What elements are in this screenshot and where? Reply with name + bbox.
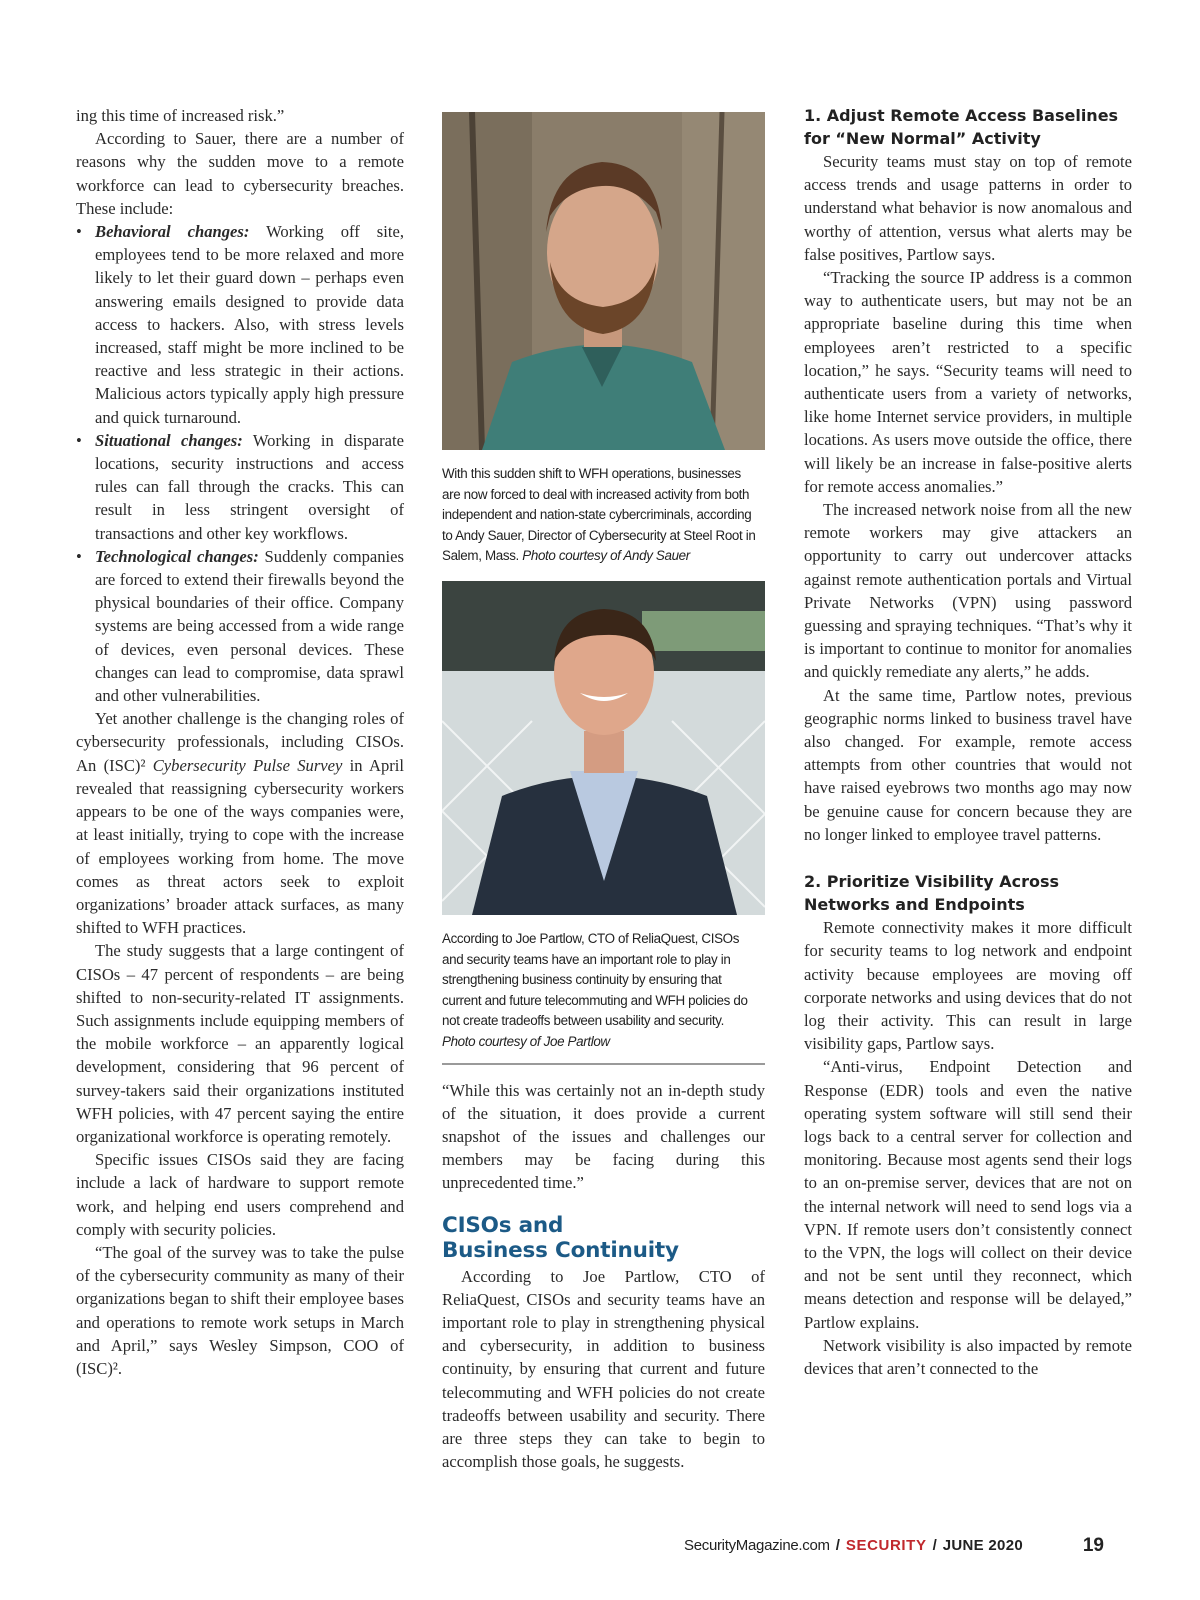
- paragraph: Remote connectivity makes it more difficult for security teams to log network and endpoint activity because employees are moving off corporate networks and using devices that do not log their activity. This can result in large visibility gaps, Partlow says.: [804, 918, 1132, 1054]
- footer-magazine-name: SECURITY: [845, 1537, 927, 1554]
- paragraph: The increased network noise from all the new remote workers may give attackers an opportunity to carry out undercover attacks against remote authentication portals and Virtual Private Networks (VPN) using password guessing and spraying techniques. “That’s why it is important to continue to monitor for anomalies and quickly remediate any alerts,” he adds.: [804, 500, 1132, 682]
- paragraph: “While this was certainly not an in-depth study of the situation, it does provide a current snapshot of the issues and challenges our members may be facing during this unprecedented time.”: [442, 1080, 765, 1193]
- photo-caption: [442, 464, 765, 567]
- footer-issue-date: JUNE 2020: [942, 1537, 1023, 1554]
- page-number: 19: [1082, 1535, 1104, 1556]
- portrait-illustration: [442, 581, 765, 915]
- section-heading: [442, 1213, 765, 1263]
- portrait-illustration: [442, 112, 765, 450]
- list-item-term: Behavioral changes:: [95, 222, 250, 242]
- portrait-photo-joe-partlow: [442, 581, 765, 915]
- paragraph: At the same time, Partlow notes, previous geographic norms linked to business travel have also changed. For example, remote access attempts from other countries that would not have raised eyebrows two months ago may now be genuine cause for concern because they are no longer linked to employee travel patterns.: [804, 685, 1132, 844]
- column-right: [804, 104, 1132, 1380]
- subheading-line: for “New Normal” Activity: [804, 129, 1041, 148]
- list-item-term: Technological changes:: [95, 546, 259, 566]
- paragraph: Specific issues CISOs said they are facing include a lack of hardware to support remote work, and helping end users comprehend and comply with security policies.: [76, 1150, 404, 1239]
- list-item: [76, 545, 404, 707]
- paragraph: [76, 707, 404, 939]
- subheading-prioritize-visibility: [804, 870, 1132, 916]
- photo-credit: Photo courtesy of Andy Sauer: [522, 548, 690, 564]
- photo-caption: [442, 929, 765, 1053]
- breach-reasons-list: [76, 220, 404, 707]
- column-middle: [442, 112, 765, 1473]
- list-item-text: Suddenly companies are forced to extend their firewalls beyond the physical boundaries of their office. Company systems are being accessed from a wide range of devices, even personal devices. These changes can lead to compromise, data sprawl and other vulnerabilities.: [95, 546, 404, 706]
- section-heading-line: CISOs and: [442, 1212, 564, 1238]
- caption-text: With this sudden shift to WFH operations, businesses are now forced to deal with increased activity from both independent and nation-state cybercriminals, according to Andy Sauer, Director of Cybersecurity at Steel Root in Salem, Mass.: [442, 466, 756, 564]
- footer-website: SecurityMagazine.com: [684, 1537, 830, 1554]
- footer-separator: /: [932, 1537, 937, 1554]
- list-item-text: Working in disparate locations, security instructions and access rules can fall through the cracks. This can result in less stringent oversight of transactions and other key workflows.: [95, 430, 405, 543]
- subheading-adjust-remote-access: [804, 104, 1132, 150]
- portrait-photo-andy-sauer: [442, 112, 765, 450]
- caption-text: According to Joe Partlow, CTO of ReliaQuest, CISOs and security teams have an important role to play in strengthening business continuity by ensuring that current and future telecommuting and WFH policies do not create tradeoffs between usability and security.: [442, 930, 748, 1029]
- paragraph: “Tracking the source IP address is a common way to authenticate users, but may not be an appropriate baseline during this time when employees aren’t restricted to a specific location,” he says. “Security teams will need to authenticate users from a variety of networks, like home Internet service providers, in multiple locations. As users move outside the office, there will likely be an increase in false-positive alerts for remote access anomalies.”: [804, 268, 1132, 496]
- column-left: [76, 104, 404, 1380]
- paragraph: Network visibility is also impacted by remote devices that aren’t connected to the: [804, 1335, 1132, 1378]
- page-footer: [684, 1534, 1104, 1558]
- photo-credit: Photo courtesy of Joe Partlow: [442, 1033, 610, 1049]
- paragraph: ing this time of increased risk.”: [76, 106, 285, 125]
- paragraph: The study suggests that a large contingent of CISOs – 47 percent of respondents – are being shifted to non-security-related IT assignments. Such assignments include equipping members of the mobile workforce – an apparently logical development, considering that 96 percent of survey-takers said their organizations instituted WFH policies, with 47 percent saying the entire organizational workforce is operating remotely.: [76, 941, 404, 1146]
- paragraph: Security teams must stay on top of remote access trends and usage patterns in order to understand what behavior is now anomalous and worthy of attention, versus what alerts may be false positives, Partlow says.: [804, 152, 1132, 264]
- subheading-line: 1. Adjust Remote Access Baselines: [804, 106, 1119, 125]
- subheading-line: Networks and Endpoints: [804, 895, 1025, 915]
- paragraph: According to Joe Partlow, CTO of ReliaQuest, CISOs and security teams have an important role to play in strengthening physical and cybersecurity, in addition to business continuity, by ensuring that current and future telecommuting and WFH policies do not create tradeoffs between usability and security. There are three steps they can take to begin to accomplish those goals, he suggests.: [442, 1266, 765, 1472]
- list-item-term: Situational changes:: [95, 430, 243, 450]
- section-heading-line: Business Continuity: [442, 1237, 679, 1263]
- paragraph: According to Sauer, there are a number of reasons why the sudden move to a remote workforce can lead to cybersecurity breaches. These include:: [76, 129, 404, 218]
- paragraph: “The goal of the survey was to take the pulse of the cybersecurity community as many of their organizations began to shift their employee bases and operations to remote work setups in March and April,” says Wesley Simpson, COO of (ISC)².: [76, 1242, 404, 1378]
- paragraph-text: Yet another challenge is the changing roles of cybersecurity professionals, including CISOs. An (ISC)²: [76, 709, 404, 775]
- list-item: [76, 220, 404, 429]
- subheading-line: 2. Prioritize Visibility Across: [804, 872, 1060, 892]
- caption-divider: [442, 1063, 765, 1065]
- survey-title: Cybersecurity Pulse Survey: [152, 755, 343, 775]
- list-item-text: Working off site, employees tend to be more relaxed and more likely to let their guard down – perhaps even answering emails designed to provide data access to hackers. Also, with stress levels increased, staff might be more inclined to be reactive and less strategic in their actions. Malicious actors typically apply high pressure and quick turnaround.: [95, 222, 404, 427]
- footer-separator: /: [835, 1537, 840, 1554]
- paragraph: “Anti-virus, Endpoint Detection and Response (EDR) tools and even the native operating system software will still send their logs back to a central server for collection and monitoring. Because most agents send their logs to an on-premise server, devices that are not on the internal network will need to send logs via a VPN. If remote users don’t consistently connect to the VPN, the logs will collect on their device and not be sent until they reconnect, which means detection and response will be delayed,” Partlow explains.: [804, 1057, 1132, 1332]
- paragraph-text: in April revealed that reassigning cybersecurity workers appears to be one of the ways companies were, at least initially, trying to cope with the increase of employees working from home. The move comes as threat actors seek to exploit organizations’ broader attack surfaces, as many shifted to WFH practices.: [76, 755, 404, 938]
- list-item: [76, 429, 404, 545]
